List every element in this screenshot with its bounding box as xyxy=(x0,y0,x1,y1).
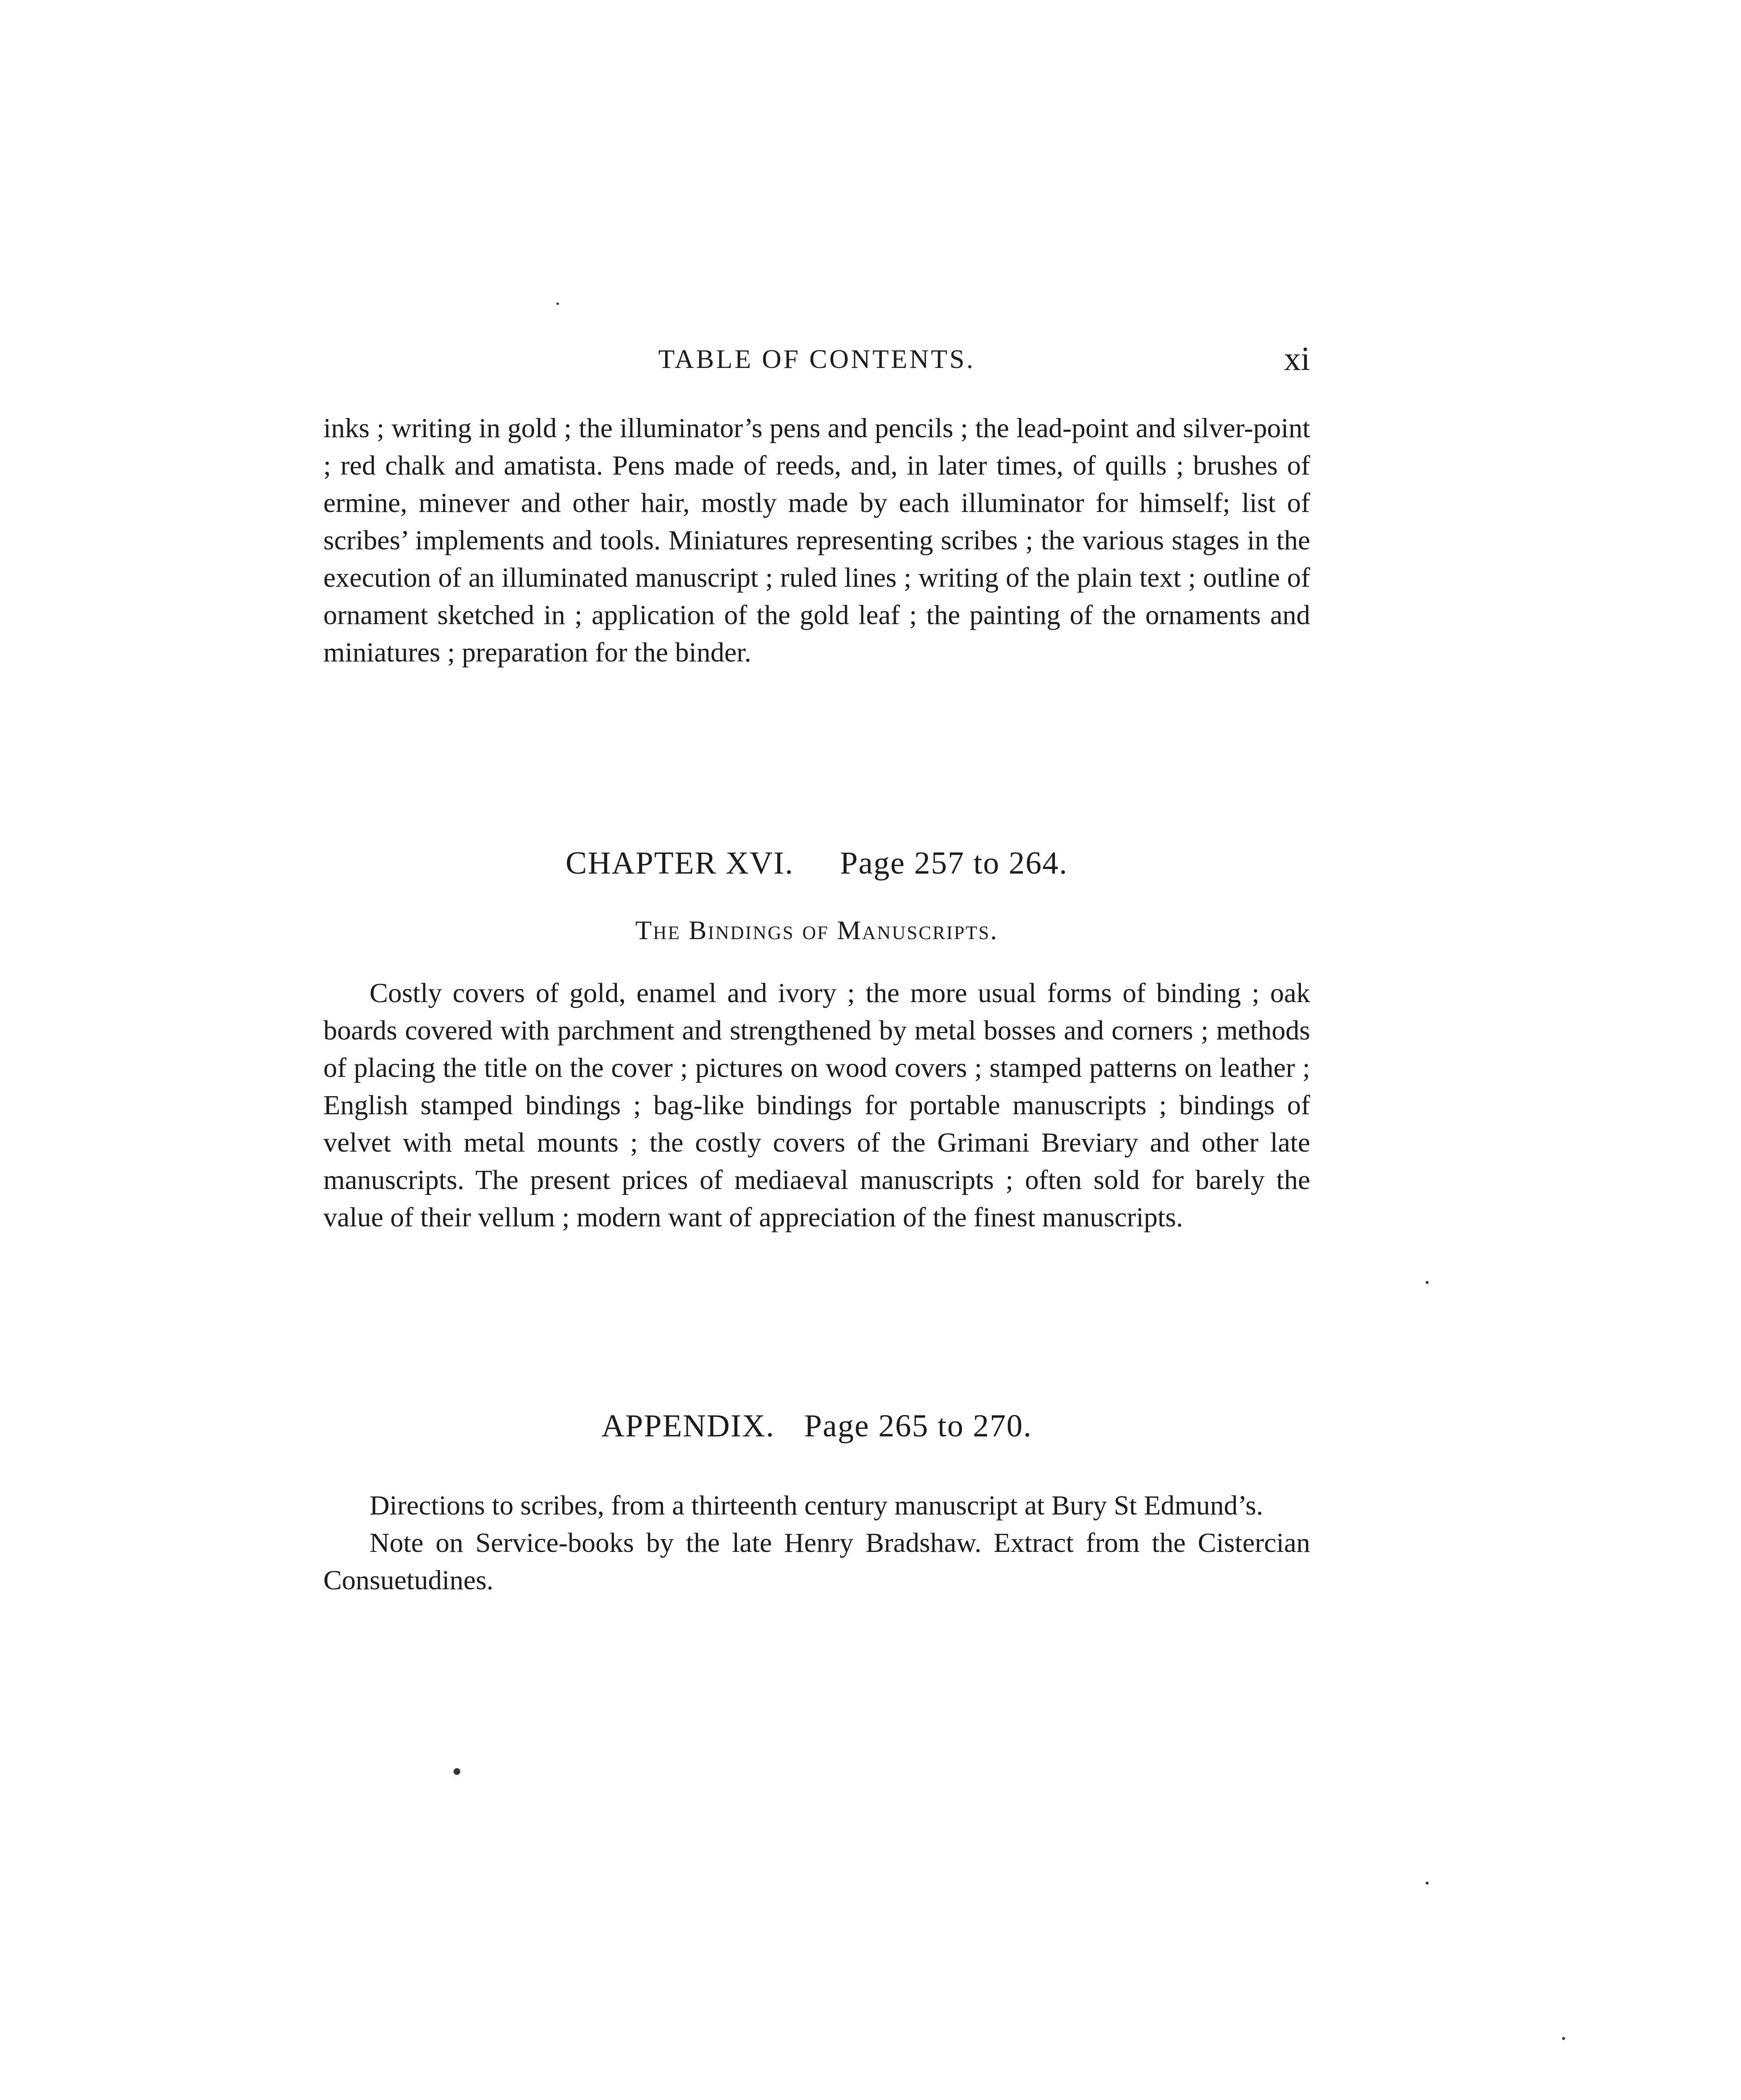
appendix-heading xyxy=(323,1403,1310,1449)
running-head xyxy=(323,336,1310,382)
appendix-paragraph: Note on Service-books by the late Henry Bradshaw. Extract from the Cistercian Consuetudines. xyxy=(323,1528,1310,1596)
intro-paragraph: inks ; writing in gold ; the illuminator’s pens and pencils ; the lead-point and silver-point ; red chalk and amatista. Pens made of reeds, and, in later times, of quills ; brushes of ermine, minever and other hair, mostly made by each illuminator for himself; list of scribes’ implements and tools. Miniatures representing scribes ; the various stages in the execution of an illuminated manuscript ; ruled lines ; writing of the plain text ; outline of ornament sketched in ; application of the gold leaf ; the painting of the ornaments and miniatures ; preparation for the binder. xyxy=(323,413,1310,668)
page-number: xi xyxy=(1284,341,1310,378)
signature-mark xyxy=(1180,2096,1218,2100)
ink-speck xyxy=(1426,1281,1429,1284)
appendix-page-range: Page 265 to 270. xyxy=(804,1408,1032,1444)
ink-speck xyxy=(454,1768,460,1775)
ink-speck xyxy=(556,302,559,305)
appendix-paragraph: Directions to scribes, from a thirteenth century manuscript at Bury St Edmund’s. xyxy=(370,1490,1264,1521)
chapter-subtitle: The Bindings of Manuscripts. xyxy=(635,915,999,945)
intro-section xyxy=(323,410,1310,671)
ink-speck xyxy=(1562,2037,1565,2040)
appendix-label: APPENDIX. xyxy=(601,1408,775,1444)
chapter-section xyxy=(323,974,1310,1236)
chapter-page-range: Page 257 to 264. xyxy=(840,845,1068,881)
chapter-heading xyxy=(323,840,1310,886)
chapter-label: CHAPTER XVI. xyxy=(565,845,794,881)
appendix-section xyxy=(323,1487,1310,1599)
chapter-paragraph: Costly covers of gold, enamel and ivory ; the more usual forms of binding ; oak boards covered with parchment and strengthened by metal bosses and corners ; methods of placing the title on the cover ; pictures on wood covers ; stamped patterns on leather ; English stamped bindings ; bag-like bindings for portable manuscripts ; bindings of velvet with metal mounts ; the costly covers of the Grimani Breviary and other late manuscripts. The present prices of mediaeval manuscripts ; often sold for barely the value of their vellum ; modern want of appreciation of the finest manuscripts. xyxy=(323,978,1310,1233)
ink-speck xyxy=(1426,1882,1429,1885)
running-title: TABLE OF CONTENTS. xyxy=(658,344,975,374)
